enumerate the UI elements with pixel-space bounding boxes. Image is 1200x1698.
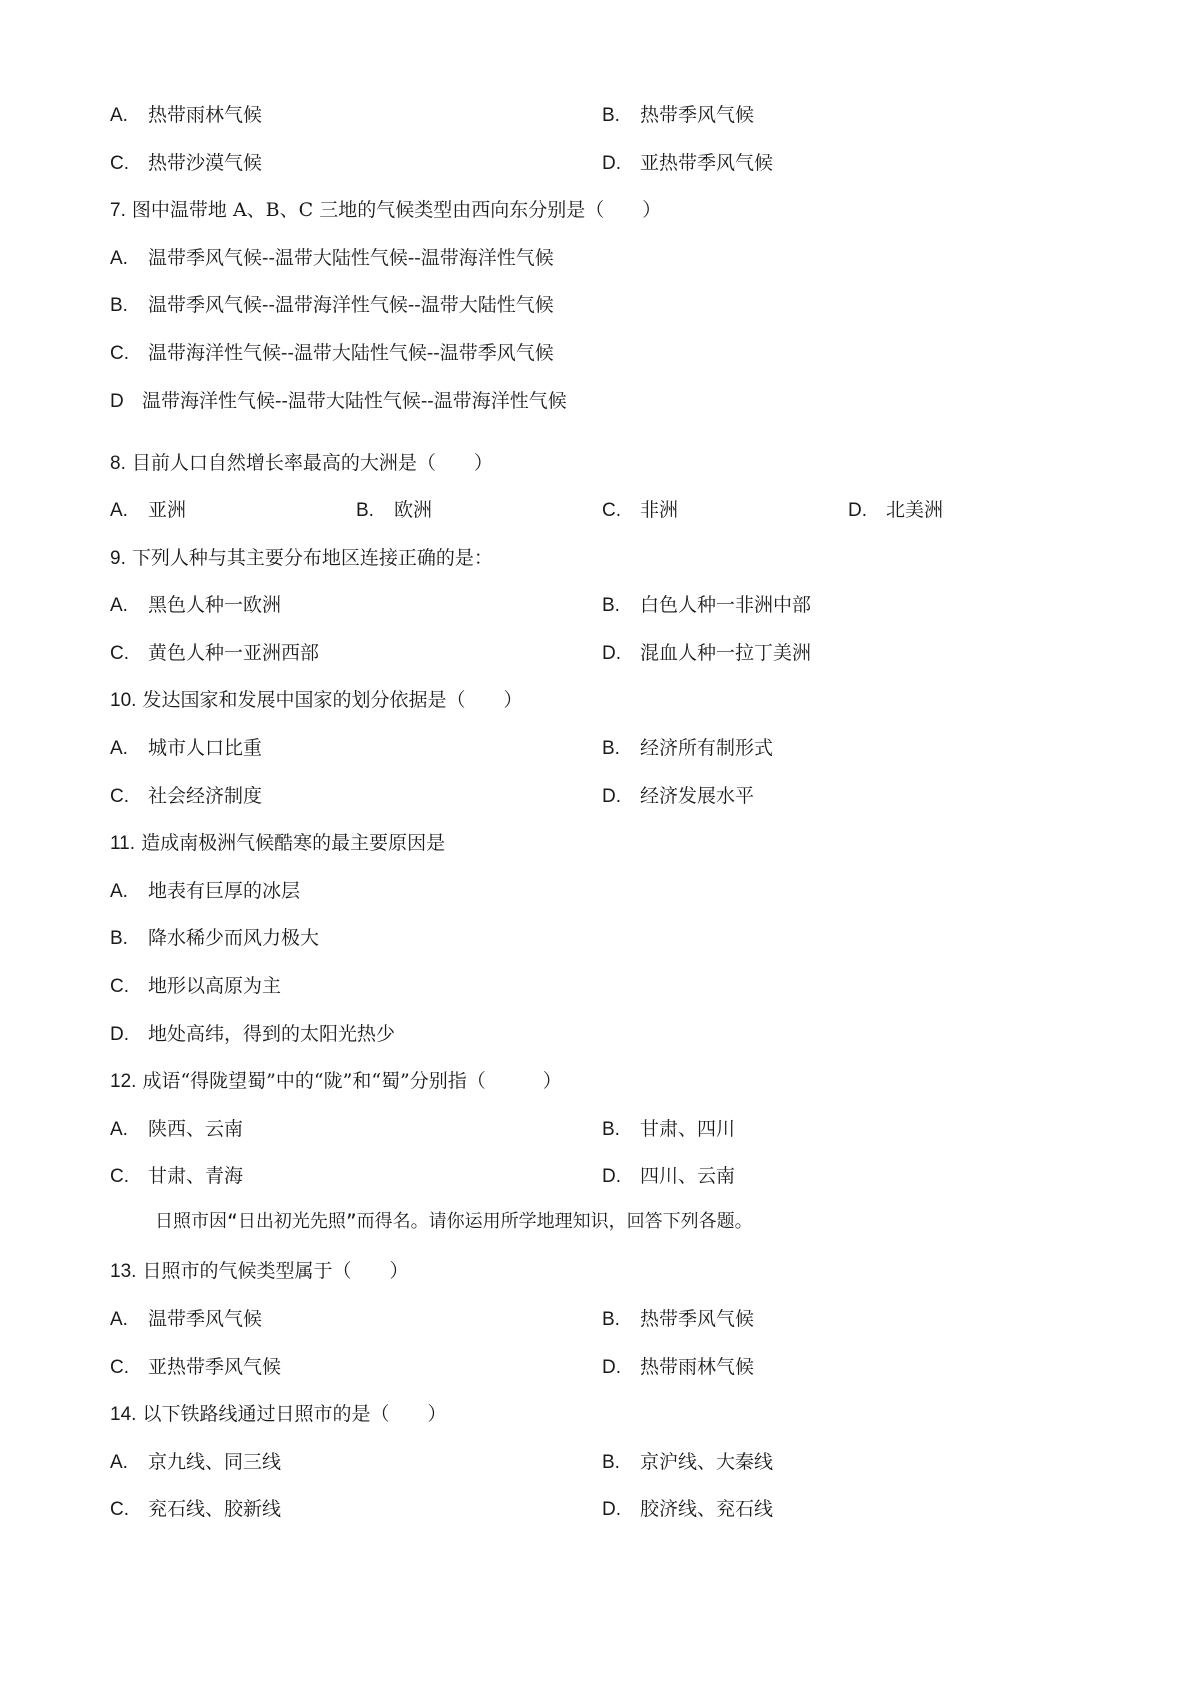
q14-option-d (602, 1496, 773, 1523)
question-number: 13. (110, 1261, 137, 1282)
option-text: 城市人口比重 (148, 737, 263, 759)
option-label: B. (356, 500, 374, 521)
option-text: 混血人种一拉丁美洲 (640, 642, 812, 664)
option-label: A. (110, 738, 128, 759)
q7-option-d (110, 388, 567, 415)
option-label: C. (110, 343, 129, 364)
option-label: A. (110, 1309, 128, 1330)
q13-option-a (110, 1306, 262, 1333)
q9-option-c (110, 640, 319, 667)
option-label: D. (602, 1166, 621, 1187)
question-text: 发达国家和发展中国家的划分依据是（ ） (142, 689, 523, 711)
option-text: 欧洲 (394, 499, 433, 521)
q12-option-c (110, 1163, 243, 1190)
option-text: 温带海洋性气候--温带大陆性气候--温带季风气候 (148, 342, 554, 364)
q6-option-b (602, 102, 754, 129)
option-text: 陕西、云南 (148, 1118, 244, 1140)
option-text: 热带季风气候 (640, 104, 755, 126)
option-text: 热带雨林气候 (640, 1356, 755, 1378)
option-label: B. (602, 1309, 620, 1330)
option-text: 京沪线、大秦线 (640, 1451, 774, 1473)
q10-option-d (602, 783, 754, 810)
option-label: D. (602, 786, 621, 807)
q7-option-a (110, 245, 554, 272)
q14-stem (110, 1401, 446, 1428)
q8-option-a (110, 497, 186, 524)
q11-stem (110, 830, 445, 857)
option-label: D. (602, 153, 621, 174)
q8-option-d (848, 497, 943, 524)
option-label: B. (602, 1119, 620, 1140)
option-label: D. (602, 1357, 621, 1378)
option-text: 温带季风气候--温带大陆性气候--温带海洋性气候 (148, 247, 554, 269)
option-label: A. (110, 500, 128, 521)
question-number: 9. (110, 548, 126, 569)
q13-option-d (602, 1354, 754, 1381)
option-label: C. (110, 1499, 129, 1520)
q6-option-d (602, 150, 773, 177)
question-number: 8. (110, 453, 126, 474)
option-text: 地处高纬，得到的太阳光热少 (148, 1023, 396, 1045)
q10-stem (110, 687, 522, 714)
q9-option-a (110, 592, 281, 619)
option-text: 温带季风气候 (148, 1308, 263, 1330)
option-label: D. (110, 1024, 129, 1045)
option-text: 黄色人种一亚洲西部 (148, 642, 320, 664)
q14-option-a (110, 1449, 281, 1476)
option-text: 黑色人种一欧洲 (148, 594, 282, 616)
option-text: 热带沙漠气候 (148, 152, 263, 174)
option-text: 热带雨林气候 (148, 104, 263, 126)
option-text: 甘肃、四川 (640, 1118, 736, 1140)
q10-option-a (110, 735, 262, 762)
option-text: 经济所有制形式 (640, 737, 774, 759)
option-label: C. (110, 1357, 129, 1378)
option-text: 亚热带季风气候 (148, 1356, 282, 1378)
q14-option-b (602, 1449, 773, 1476)
question-text: 成语“得陇望蜀”中的“陇”和“蜀”分别指（ ） (142, 1070, 562, 1092)
question-text: 造成南极洲气候酷寒的最主要原因是 (141, 832, 446, 854)
q10-option-b (602, 735, 773, 762)
option-text: 胶济线、兖石线 (640, 1498, 774, 1520)
q6-option-c (110, 150, 262, 177)
option-text: 亚洲 (148, 499, 187, 521)
option-text: 白色人种一非洲中部 (640, 594, 812, 616)
question-number: 14. (110, 1404, 137, 1425)
option-text: 亚热带季风气候 (640, 152, 774, 174)
q14-option-c (110, 1496, 281, 1523)
option-label: B. (110, 928, 128, 949)
q7-option-c (110, 340, 554, 367)
option-text: 地表有巨厚的冰层 (148, 880, 301, 902)
option-text: 甘肃、青海 (148, 1165, 244, 1187)
option-text: 地形以高原为主 (148, 975, 282, 997)
q12-stem (110, 1068, 562, 1095)
reading-passage: 日照市因“日出初光先照”而得名。请你运用所学地理知识，回答下列各题。 (155, 1211, 753, 1232)
option-label: A. (110, 595, 128, 616)
option-label: A. (110, 248, 128, 269)
option-label: B. (602, 1452, 620, 1473)
option-label: D. (602, 1499, 621, 1520)
option-label: C. (110, 976, 129, 997)
q8-stem (110, 450, 493, 477)
option-label: B. (110, 295, 128, 316)
option-label: A. (110, 1119, 128, 1140)
option-text: 非洲 (640, 499, 679, 521)
option-label: C. (110, 786, 129, 807)
option-text: 四川、云南 (640, 1165, 736, 1187)
question-text: 目前人口自然增长率最高的大洲是（ ） (131, 452, 493, 474)
q11-option-a (110, 878, 300, 905)
option-label: C. (110, 153, 129, 174)
question-number: 11. (110, 833, 136, 854)
question-number: 10. (110, 690, 137, 711)
q8-option-c (602, 497, 678, 524)
option-text: 降水稀少而风力极大 (148, 927, 320, 949)
option-label: B. (602, 595, 620, 616)
option-label: D (110, 391, 124, 412)
option-text: 北美洲 (886, 499, 944, 521)
option-text: 温带海洋性气候--温带大陆性气候--温带海洋性气候 (142, 390, 567, 412)
q13-option-b (602, 1306, 754, 1333)
option-label: C. (110, 1166, 129, 1187)
question-text: 图中温带地 A、B、C 三地的气候类型由西向东分别是（ ） (131, 199, 662, 221)
q12-option-d (602, 1163, 735, 1190)
option-label: D. (848, 500, 867, 521)
option-label: A. (110, 1452, 128, 1473)
q13-stem (110, 1258, 408, 1285)
q10-option-c (110, 783, 262, 810)
q11-option-d (110, 1021, 395, 1048)
question-number: 7. (110, 200, 126, 221)
q13-option-c (110, 1354, 281, 1381)
option-label: B. (602, 738, 620, 759)
q12-option-b (602, 1116, 735, 1143)
question-text: 日照市的气候类型属于（ ） (142, 1260, 409, 1282)
question-text: 以下铁路线通过日照市的是（ ） (142, 1403, 447, 1425)
q9-option-b (602, 592, 811, 619)
q9-option-d (602, 640, 811, 667)
option-label: A. (110, 881, 128, 902)
q7-option-b (110, 292, 554, 319)
option-label: C. (110, 643, 129, 664)
option-text: 京九线、同三线 (148, 1451, 282, 1473)
q12-option-a (110, 1116, 243, 1143)
option-label: D. (602, 643, 621, 664)
question-number: 12. (110, 1071, 137, 1092)
option-label: B. (602, 105, 620, 126)
option-text: 社会经济制度 (148, 785, 263, 807)
option-text: 经济发展水平 (640, 785, 755, 807)
question-text: 下列人种与其主要分布地区连接正确的是： (131, 547, 493, 569)
option-text: 温带季风气候--温带海洋性气候--温带大陆性气候 (148, 294, 554, 316)
option-label: A. (110, 105, 128, 126)
q6-option-a (110, 102, 262, 129)
q9-stem (110, 545, 493, 572)
option-text: 兖石线、胶新线 (148, 1498, 282, 1520)
option-text: 热带季风气候 (640, 1308, 755, 1330)
q11-option-b (110, 925, 319, 952)
q8-option-b (356, 497, 432, 524)
q11-option-c (110, 973, 281, 1000)
q7-stem (110, 197, 661, 224)
option-label: C. (602, 500, 621, 521)
